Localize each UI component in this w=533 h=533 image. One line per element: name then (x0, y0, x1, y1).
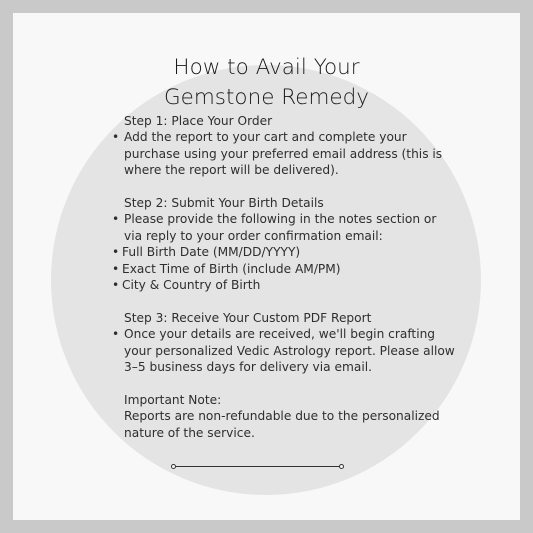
list-item (112, 244, 457, 260)
bullet-icon: • (112, 327, 120, 342)
step-2-bullet (112, 211, 457, 244)
step-1-bullet (112, 129, 457, 178)
birth-date-item: Full Birth Date (MM/DD/YYYY) (122, 245, 301, 260)
step-3-bullet (112, 326, 457, 375)
note-heading: Important Note: (124, 392, 222, 407)
title-line-1: How to Avail Your (173, 55, 360, 80)
step-1-heading: Step 1: Place Your Order (124, 114, 273, 128)
bullet-icon: • (112, 261, 120, 276)
page-title (13, 53, 520, 113)
birth-place-item: City & Country of Birth (122, 278, 261, 293)
divider-end-left (171, 464, 176, 469)
instruction-card (13, 13, 520, 520)
step-3-text: Once your details are received, we'll begin crafting your personalized Vedic Astrology report. Please allow 3–5 business days for delivery via email. (124, 327, 455, 375)
bullet-icon: • (112, 212, 120, 227)
bullet-icon: • (112, 278, 120, 293)
step-3-heading: Step 3: Receive Your Custom PDF Report (124, 310, 372, 325)
list-item (112, 277, 457, 293)
divider-end-right (339, 464, 344, 469)
divider-line (174, 466, 342, 467)
birth-time-item: Exact Time of Birth (include AM/PM) (122, 261, 341, 276)
step-2-text: Please provide the following in the notes section or via reply to your order confirmation email: (124, 212, 437, 243)
bullet-icon: • (112, 245, 120, 260)
bullet-icon: • (112, 130, 120, 145)
step-1-text: Add the report to your cart and complete your purchase using your preferred email address (this is where the report will be delivered). (124, 130, 443, 178)
step-2-heading: Step 2: Submit Your Birth Details (124, 196, 324, 211)
instructions-body (112, 113, 457, 441)
note-text: Reports are non-refundable due to the personalized nature of the service. (124, 409, 440, 440)
title-line-2: Gemstone Remedy (163, 85, 370, 110)
list-item (112, 261, 457, 277)
